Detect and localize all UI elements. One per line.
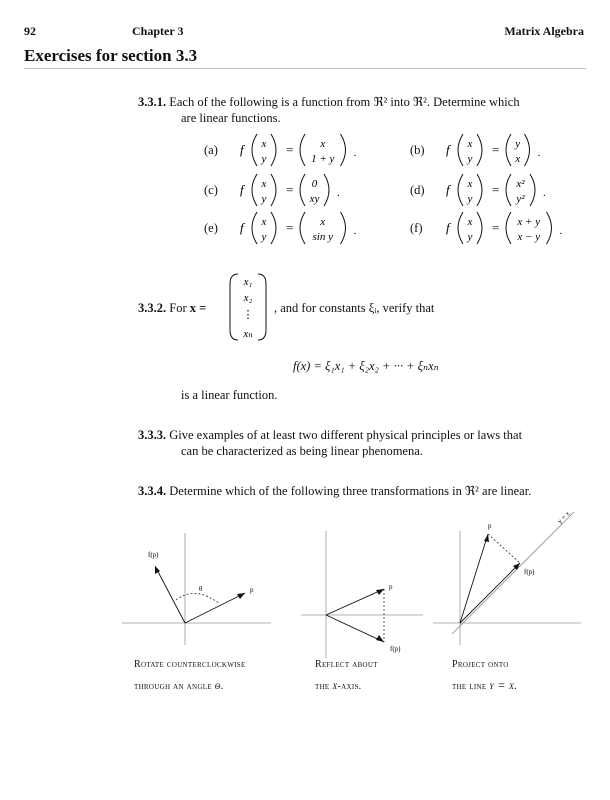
paren-left <box>252 174 257 206</box>
caption-symbol: y = x. <box>489 678 518 692</box>
input-top: x <box>467 178 473 190</box>
item-label-c: (c) <box>204 183 218 197</box>
paren-right <box>530 174 535 206</box>
vec-entry-n: xₙ <box>243 328 253 340</box>
caption-symbol: x <box>332 678 338 692</box>
function-f <box>446 212 563 244</box>
paren-left <box>252 212 257 244</box>
exercise-number: 3.3.4. <box>138 484 167 498</box>
period: . <box>559 225 563 237</box>
period: . <box>353 225 357 237</box>
exercise-text-line1: Each of the following is a function from ℜ² into ℜ². Determine which <box>169 95 520 109</box>
conclusion-text: is a linear function. <box>181 388 278 402</box>
paren-left <box>458 212 463 244</box>
reflect-p-label: p <box>389 583 393 591</box>
equals-sign: = <box>492 142 500 157</box>
output-bottom: y² <box>516 193 525 205</box>
input-bottom: y <box>261 193 267 205</box>
output-top: 0 <box>311 178 318 190</box>
function-c <box>240 174 340 206</box>
item-label-b: (b) <box>410 143 425 157</box>
input-bottom: y <box>467 193 473 205</box>
exercise-number: 3.3.1. <box>138 95 167 109</box>
rotate-theta-label: θ <box>199 585 203 593</box>
project-p-label: p <box>488 522 492 530</box>
function-symbol: f <box>240 220 244 235</box>
input-top: x <box>261 216 267 228</box>
section-title: Exercises for section 3.3 <box>24 46 198 65</box>
input-bottom: y <box>261 231 267 243</box>
function-symbol: f <box>446 220 450 235</box>
caption-rotate <box>134 654 246 697</box>
output-bottom: xy <box>309 193 320 205</box>
equals-sign: = <box>286 220 294 235</box>
paren-right <box>525 134 530 166</box>
column-vector-x <box>230 274 266 340</box>
paren-left <box>506 134 511 166</box>
exercise-text-line1: Give examples of at least two different physical principles or laws that <box>169 428 523 442</box>
input-top: x <box>261 178 267 190</box>
linear-equation: f(x) = ξ₁x₁ + ξ₂x₂ + ··· + ξₙxₙ <box>293 359 439 373</box>
caption-reflect <box>315 654 378 697</box>
paren-left <box>300 134 305 166</box>
paren-left <box>458 134 463 166</box>
paren-left <box>458 174 463 206</box>
caption-line2b: -axis. <box>337 681 362 692</box>
vec-entry-1: x₁ <box>243 276 253 288</box>
paren-left <box>252 134 257 166</box>
reflect-fp-label: f(p) <box>390 645 401 653</box>
function-symbol: f <box>240 142 244 157</box>
function-symbol: f <box>446 142 450 157</box>
output-top: x <box>320 138 326 150</box>
period: . <box>537 147 541 159</box>
for-text: For <box>169 301 187 315</box>
exercise-number: 3.3.3. <box>138 428 167 442</box>
vector-name: x = <box>189 301 207 315</box>
paren-right <box>271 212 276 244</box>
running-title: Matrix Algebra <box>504 24 584 38</box>
input-bottom: y <box>467 153 473 165</box>
exercise-3-3-4 <box>138 483 598 500</box>
exercise-3-3-3 <box>138 427 590 444</box>
function-symbol: f <box>240 182 244 197</box>
equals-sign: = <box>492 220 500 235</box>
rotate-p-label: p <box>250 586 254 594</box>
input-bottom: y <box>261 153 267 165</box>
item-label-d: (d) <box>410 183 425 197</box>
input-bottom: y <box>467 231 473 243</box>
period: . <box>353 147 357 159</box>
exercise-text-line2: are linear functions. <box>181 111 281 125</box>
output-top: x <box>320 216 326 228</box>
output-top: x² <box>516 178 525 190</box>
constants-text: , and for constants ξᵢ, verify that <box>274 301 435 315</box>
item-label-a: (a) <box>204 143 218 157</box>
project-fp-label: f(p) <box>524 568 535 576</box>
caption-line1: Rotate counterclockwise <box>134 659 246 670</box>
equals-sign: = <box>286 182 294 197</box>
vec-entry-2: x₂ <box>243 292 253 304</box>
equals-sign: = <box>492 182 500 197</box>
paren-right <box>341 134 346 166</box>
paren-right <box>547 212 552 244</box>
exercise-3-3-2 <box>138 300 206 317</box>
caption-symbol: θ. <box>214 678 225 692</box>
paren-right <box>477 212 482 244</box>
figure-project <box>433 509 581 645</box>
equals-sign: = <box>286 142 294 157</box>
exercise-text-line2: can be characterized as being linear phenomena. <box>181 444 423 458</box>
caption-line2: the line <box>452 681 487 692</box>
figure-reflect <box>301 531 423 658</box>
paren-right <box>324 174 329 206</box>
caption-line1: Reflect about <box>315 659 378 670</box>
paren-left <box>506 212 511 244</box>
input-top: x <box>261 138 267 150</box>
chapter-label: Chapter 3 <box>132 24 184 38</box>
output-bottom: sin y <box>312 231 333 243</box>
figure-rotate <box>122 533 271 645</box>
page-number: 92 <box>24 24 36 38</box>
paren-left <box>300 174 305 206</box>
output-bottom: 1 + y <box>311 153 335 165</box>
output-top: y <box>515 138 521 150</box>
period: . <box>337 187 340 199</box>
vec-entry-dots: ⋮ <box>242 309 254 321</box>
input-top: x <box>467 216 473 228</box>
paren-right <box>341 212 346 244</box>
paren-right <box>271 134 276 166</box>
caption-project <box>452 654 518 697</box>
paren-left <box>506 174 511 206</box>
caption-line1: Project onto <box>452 659 509 670</box>
function-d <box>446 174 546 206</box>
rotate-fp-label: f(p) <box>148 551 159 559</box>
function-symbol: f <box>446 182 450 197</box>
paren-right <box>477 134 482 166</box>
function-b <box>446 134 541 166</box>
output-bottom: x <box>515 153 521 165</box>
function-e <box>240 212 357 244</box>
exercise-number: 3.3.2. <box>138 301 167 315</box>
item-label-f: (f) <box>410 221 423 235</box>
period: . <box>543 187 546 199</box>
paren-left <box>300 212 305 244</box>
item-label-e: (e) <box>204 221 218 235</box>
caption-line2: through an angle <box>134 681 212 692</box>
function-a <box>240 134 357 166</box>
input-top: x <box>467 138 473 150</box>
project-line-label: y = x <box>555 509 572 526</box>
output-bottom: x − y <box>517 231 541 243</box>
exercise-text: Determine which of the following three transformations in ℜ² are linear. <box>169 484 532 498</box>
caption-line2a: the <box>315 681 330 692</box>
output-top: x + y <box>517 216 541 228</box>
paren-right <box>477 174 482 206</box>
paren-right <box>271 174 276 206</box>
